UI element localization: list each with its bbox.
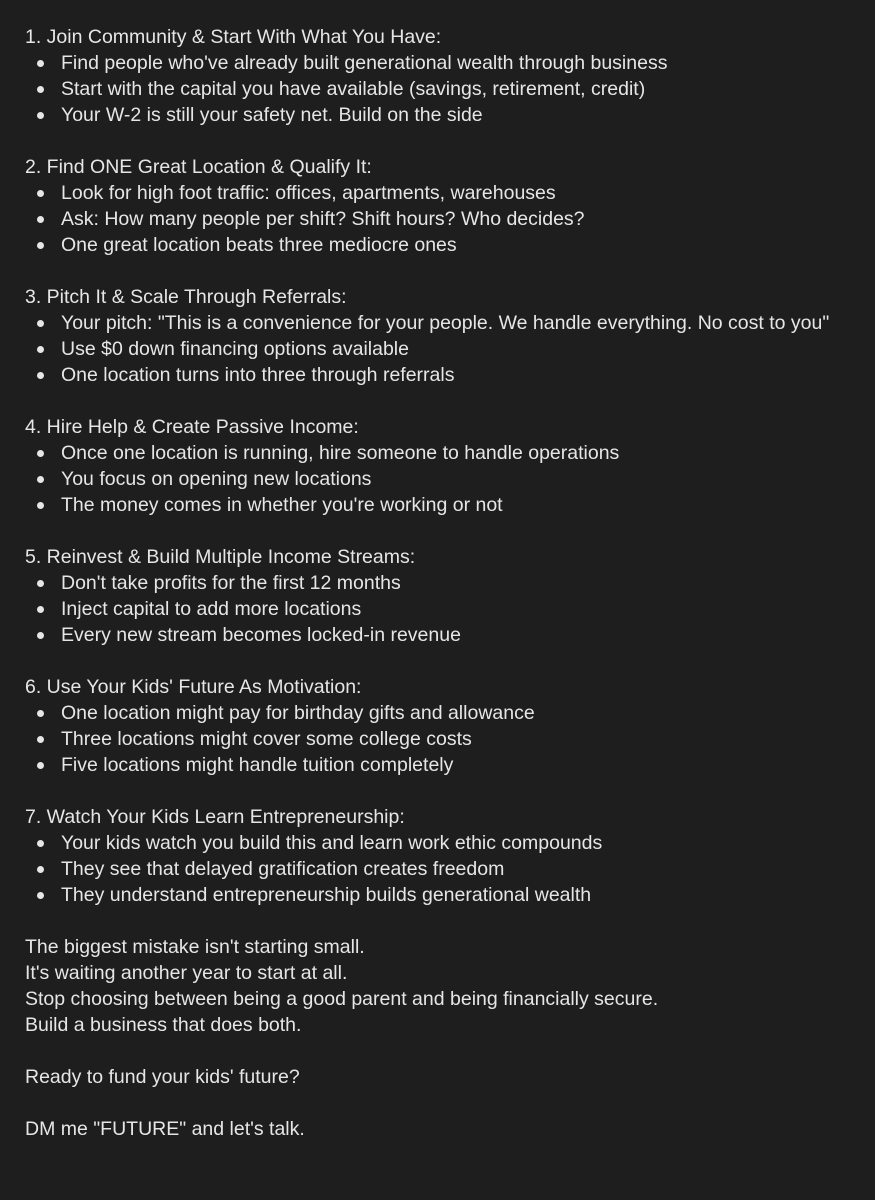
list-item — [25, 492, 855, 518]
list-item — [25, 856, 855, 882]
bullet-icon — [37, 736, 44, 743]
bullet-icon — [37, 216, 44, 223]
bullet-icon — [37, 346, 44, 353]
list-item-text: Look for high foot traffic: offices, apartments, warehouses — [61, 182, 556, 204]
bullet-icon — [37, 866, 44, 873]
closing-paragraph — [25, 934, 855, 1038]
list-item — [25, 700, 855, 726]
question-line: Ready to fund your kids' future? — [25, 1066, 300, 1088]
bullet-icon — [37, 372, 44, 379]
list-item-text: Your kids watch you build this and learn work ethic compounds — [61, 832, 603, 854]
section-title: 6. Use Your Kids' Future As Motivation: — [25, 676, 362, 698]
list-item-text: One location turns into three through referrals — [61, 364, 455, 386]
list-item-text: You focus on opening new locations — [61, 468, 372, 490]
list-item-text: One great location beats three mediocre ones — [61, 234, 457, 256]
closing-line: Stop choosing between being a good parent and being financially secure. — [25, 988, 659, 1010]
list-item — [25, 466, 855, 492]
list-item-text: Use $0 down financing options available — [61, 338, 409, 360]
list-item — [25, 206, 855, 232]
bullet-icon — [37, 60, 44, 67]
bullet-list — [25, 50, 855, 128]
list-item — [25, 440, 855, 466]
section-3 — [25, 284, 855, 388]
bullet-list — [25, 570, 855, 648]
list-item-text: One location might pay for birthday gifts and allowance — [61, 702, 535, 724]
closing-line: The biggest mistake isn't starting small. — [25, 936, 365, 958]
bullet-list — [25, 180, 855, 258]
bullet-list — [25, 440, 855, 518]
bullet-icon — [37, 190, 44, 197]
bullet-icon — [37, 112, 44, 119]
list-item-text: Once one location is running, hire someone to handle operations — [61, 442, 620, 464]
section-4 — [25, 414, 855, 518]
list-item-text: They understand entrepreneurship builds generational wealth — [61, 884, 592, 906]
list-item-text: Inject capital to add more locations — [61, 598, 362, 620]
list-item-text: Three locations might cover some college costs — [61, 728, 472, 750]
section-7 — [25, 804, 855, 908]
list-item-text: Don't take profits for the first 12 months — [61, 572, 401, 594]
section-title: 2. Find ONE Great Location & Qualify It: — [25, 156, 372, 178]
list-item-text: Ask: How many people per shift? Shift hours? Who decides? — [61, 208, 585, 230]
list-item — [25, 310, 855, 336]
bullet-icon — [37, 450, 44, 457]
bullet-icon — [37, 632, 44, 639]
bullet-icon — [37, 762, 44, 769]
cta-line: DM me "FUTURE" and let's talk. — [25, 1118, 305, 1140]
bullet-icon — [37, 86, 44, 93]
section-6 — [25, 674, 855, 778]
list-item-text: Every new stream becomes locked-in revenue — [61, 624, 461, 646]
section-title: 3. Pitch It & Scale Through Referrals: — [25, 286, 347, 308]
section-5 — [25, 544, 855, 648]
list-item — [25, 882, 855, 908]
bullet-list — [25, 700, 855, 778]
bullet-icon — [37, 606, 44, 613]
list-item — [25, 570, 855, 596]
bullet-icon — [37, 710, 44, 717]
list-item — [25, 830, 855, 856]
closing-line: Build a business that does both. — [25, 1014, 302, 1036]
bullet-icon — [37, 502, 44, 509]
section-title: 1. Join Community & Start With What You Have: — [25, 26, 442, 48]
section-2 — [25, 154, 855, 258]
bullet-icon — [37, 242, 44, 249]
bullet-icon — [37, 892, 44, 899]
list-item-text: The money comes in whether you're working or not — [61, 494, 503, 516]
list-item — [25, 752, 855, 778]
closing-line: It's waiting another year to start at all. — [25, 962, 348, 984]
bullet-list — [25, 830, 855, 908]
section-1 — [25, 24, 855, 128]
list-item-text: Five locations might handle tuition completely — [61, 754, 454, 776]
bullet-icon — [37, 320, 44, 327]
bullet-icon — [37, 840, 44, 847]
list-item-text: Your pitch: "This is a convenience for your people. We handle everything. No cost to you" — [61, 312, 830, 334]
section-title: 5. Reinvest & Build Multiple Income Streams: — [25, 546, 416, 568]
list-item — [25, 622, 855, 648]
call-to-action — [25, 1064, 855, 1142]
list-item-text: Start with the capital you have available (savings, retirement, credit) — [61, 78, 646, 100]
list-item-text: Your W-2 is still your safety net. Build on the side — [61, 104, 483, 126]
list-item — [25, 726, 855, 752]
list-item — [25, 50, 855, 76]
list-item — [25, 180, 855, 206]
list-item — [25, 336, 855, 362]
section-title: 7. Watch Your Kids Learn Entrepreneurship: — [25, 806, 405, 828]
bullet-icon — [37, 580, 44, 587]
list-item — [25, 362, 855, 388]
bullet-icon — [37, 476, 44, 483]
list-item — [25, 76, 855, 102]
list-item — [25, 596, 855, 622]
list-item — [25, 232, 855, 258]
list-item-text: They see that delayed gratification creates freedom — [61, 858, 505, 880]
list-item-text: Find people who've already built generational wealth through business — [61, 52, 668, 74]
section-title: 4. Hire Help & Create Passive Income: — [25, 416, 359, 438]
bullet-list — [25, 310, 855, 388]
list-item — [25, 102, 855, 128]
